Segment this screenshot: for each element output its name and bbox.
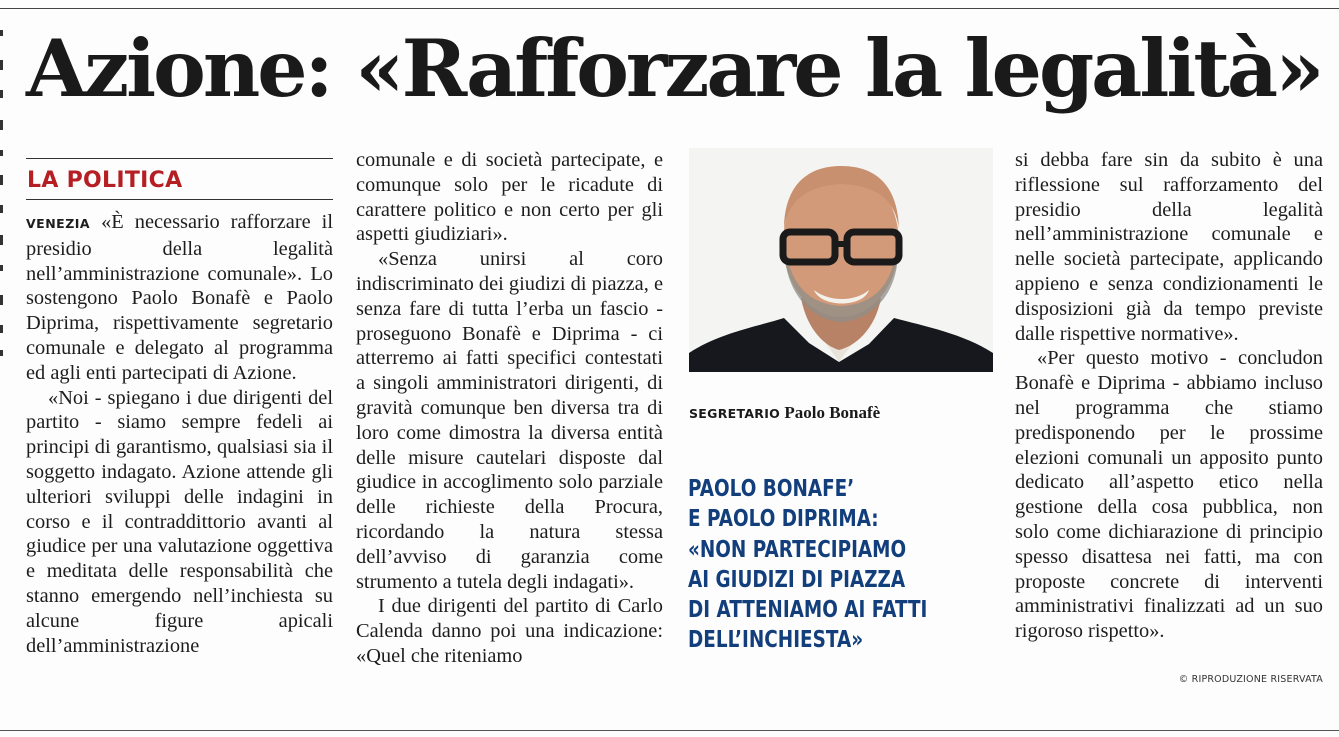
article-column-4 — [1015, 148, 1323, 644]
portrait-photo — [689, 148, 993, 372]
article-column-2 — [356, 148, 663, 669]
article-column-1 — [26, 210, 333, 658]
pull-quote — [688, 474, 927, 656]
pull-quote-line: AI GIUDIZI DI PIAZZA — [688, 566, 906, 593]
section-rule-top — [26, 158, 333, 159]
paragraph — [26, 210, 333, 386]
headline: Azione: «Rafforzare la legalità» — [26, 22, 1322, 115]
paragraph: I due dirigenti del partito di Carlo Calenda danno poi una indicazione: «Quel che riteniamo — [356, 595, 663, 667]
paragraph-text: «È necessario rafforzare il presidio della legalità nell’amministrazione comunale». Lo sostengono Paolo Bonafè e Paolo Diprima, rispettivamente segretario comunale e delegato al programma ed agli enti partecipati di Azione. — [26, 211, 333, 384]
copyright-notice: © RIPRODUZIONE RISERVATA — [1178, 674, 1323, 685]
paragraph: «Senza unirsi al coro indiscriminato dei giudizi di piazza, e senza fare di tutta l’erba un fascio - proseguono Bonafè e Diprima - ci atterremo ai fatti specifici contestati a singoli amministratori dirigenti, di gravità comunque ben diversa tra di loro come dimostra la diversa entità delle misure cautelari disposte dal giudice in accoglimento solo parziale delle richieste della Procura, ricordando la natura stessa dell’avviso di garanzia come strumento a tutela degli indagati». — [356, 248, 663, 593]
caption-name: Paolo Bonafè — [784, 403, 881, 422]
paragraph: comunale e di società partecipate, e comunque solo per le ricadute di carattere politico e non certo per gli aspetti giudiziari». — [356, 149, 663, 246]
pull-quote-line: DI ATTENIAMO AI FATTI — [688, 597, 928, 624]
section-label: LA POLITICA — [27, 168, 183, 193]
paragraph: «Per questo motivo - concludon Bonafè e Diprima - abbiamo incluso nel programma che stiamo predisponendo per le prossime elezioni comunali un apposito punto dedicato all’aspetto etico nella gestione della cosa pubblica, non solo come dichiarazione di principio spesso disattesa nei fatti, ma con proposte concrete di interventi amministrativi finalizzati ad un suo rigoroso rispetto». — [1015, 347, 1323, 643]
photo-caption — [689, 403, 880, 423]
dateline: VENEZIA — [26, 216, 91, 231]
section-rule-bottom — [26, 199, 333, 200]
portrait-illustration — [689, 148, 993, 372]
pull-quote-line: DELL’INCHIESTA» — [688, 627, 864, 654]
pull-quote-line: «NON PARTECIPIAMO — [688, 536, 907, 563]
pull-quote-line: E PAOLO DIPRIMA: — [688, 506, 879, 533]
bottom-rule — [0, 730, 1339, 731]
paragraph: si debba fare sin da subito è una riflessione sul rafforzamento del presidio della legalità nell’amministrazione comunale e nelle società partecipate, applicando appieno e senza condizionamenti le disposizioni già da tempo previste dalle rispettive normative». — [1015, 149, 1323, 345]
top-rule — [0, 8, 1339, 9]
caption-label: SEGRETARIO — [689, 406, 781, 421]
page-edge-marks — [0, 10, 8, 360]
pull-quote-line: PAOLO BONAFE’ — [688, 476, 855, 502]
paragraph: «Noi - spiegano i due dirigenti del partito - siamo sempre fedeli ai principi di garantismo, qualsiasi sia il soggetto indagato. Azione attende gli ulteriori sviluppi delle indagini in corso e il contraddittorio avanti al giudice per una valutazione oggettiva e meditata delle responsabilità che stanno emergendo nell’inchiesta su alcune figure apicali dell’amministrazione — [26, 386, 333, 657]
